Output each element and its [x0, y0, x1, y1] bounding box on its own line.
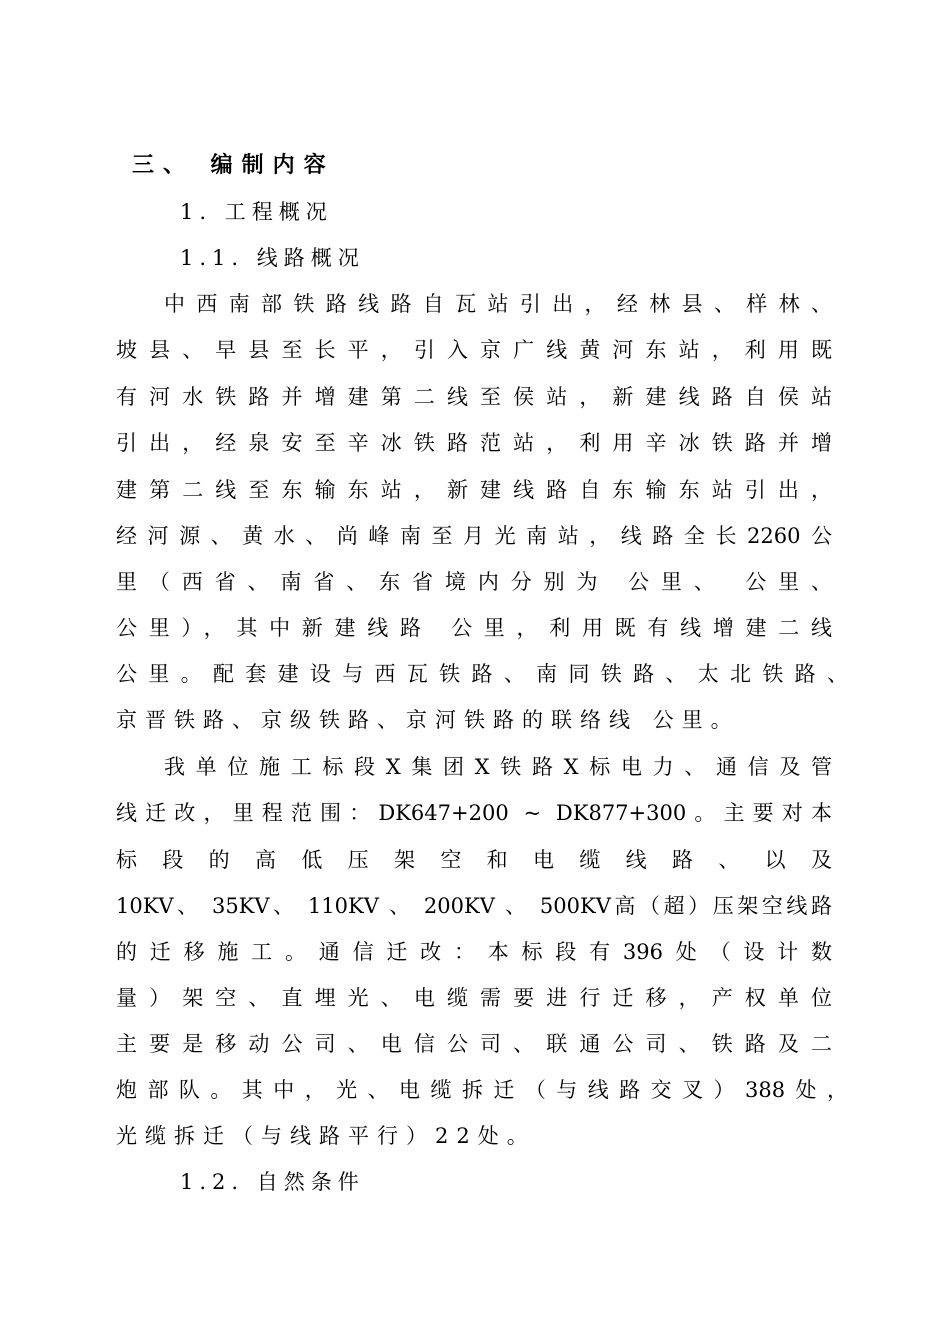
paragraph-line: 公里），其中新建线路 公里，利用既有线增建二线 [116, 616, 832, 640]
paragraph-line: 标 段 的 高 低 压 架 空 和 电 缆 线 路 、 以 及 [116, 848, 832, 872]
paragraph-line: 量）架空、直埋光、电缆需要进行迁移，产权单位 [116, 986, 832, 1010]
paragraph-line: 建第二线至东输东站，新建线路自东输东站引出， [116, 478, 832, 502]
heading-project-overview: 1. 工程概况 [180, 200, 333, 224]
paragraph-line: 光缆拆迁（与线路平行）22处。 [116, 1124, 536, 1148]
paragraph-line: 我单位施工标段X集团X铁路X标电力、通信及管 [164, 755, 832, 779]
paragraph-line: 经河源、黄水、尚峰南至月光南站，线路全长2260公 [116, 524, 832, 548]
paragraph-line: 的迁移施工。通信迁改：本标段有396处（设计数 [116, 940, 832, 964]
paragraph-line: 京晋铁路、京级铁路、京河铁路的联络线 公里。 [116, 708, 740, 732]
paragraph-line: 公里。配套建设与西瓦铁路、南同铁路、太北铁路、 [116, 662, 848, 686]
paragraph-line: 有河水铁路并增建第二线至侯站，新建线路自侯站 [116, 385, 832, 409]
paragraph-line: 中西南部铁路线路自瓦站引出，经林县、样林、 [164, 292, 832, 316]
paragraph-line: 主要是移动公司、电信公司、联通公司、铁路及二 [116, 1032, 832, 1056]
paragraph-line: 坡县、早县至长平，引入京广线黄河东站，利用既 [116, 338, 832, 362]
paragraph-line: 炮部队。其中，光、电缆拆迁（与线路交叉）388处， [116, 1078, 848, 1102]
paragraph-line: 引出，经泉安至辛冰铁路范站，利用辛冰铁路并增 [116, 431, 832, 455]
paragraph-line: 10KV、 35KV、 110KV 、 200KV 、 500KV高（超）压架空线路 [116, 894, 832, 918]
heading-natural-conditions: 1.2. 自然条件 [180, 1170, 365, 1194]
paragraph-line: 里（西省、南省、东省境内分别为 公里、 公里、 [116, 570, 832, 594]
section-title: 三、 编制内容 [132, 153, 335, 178]
paragraph-line: 线迁改，里程范围：DK647+200 ~ DK877+300。主要对本 [116, 801, 832, 825]
heading-route-overview: 1.1. 线路概况 [180, 246, 365, 270]
